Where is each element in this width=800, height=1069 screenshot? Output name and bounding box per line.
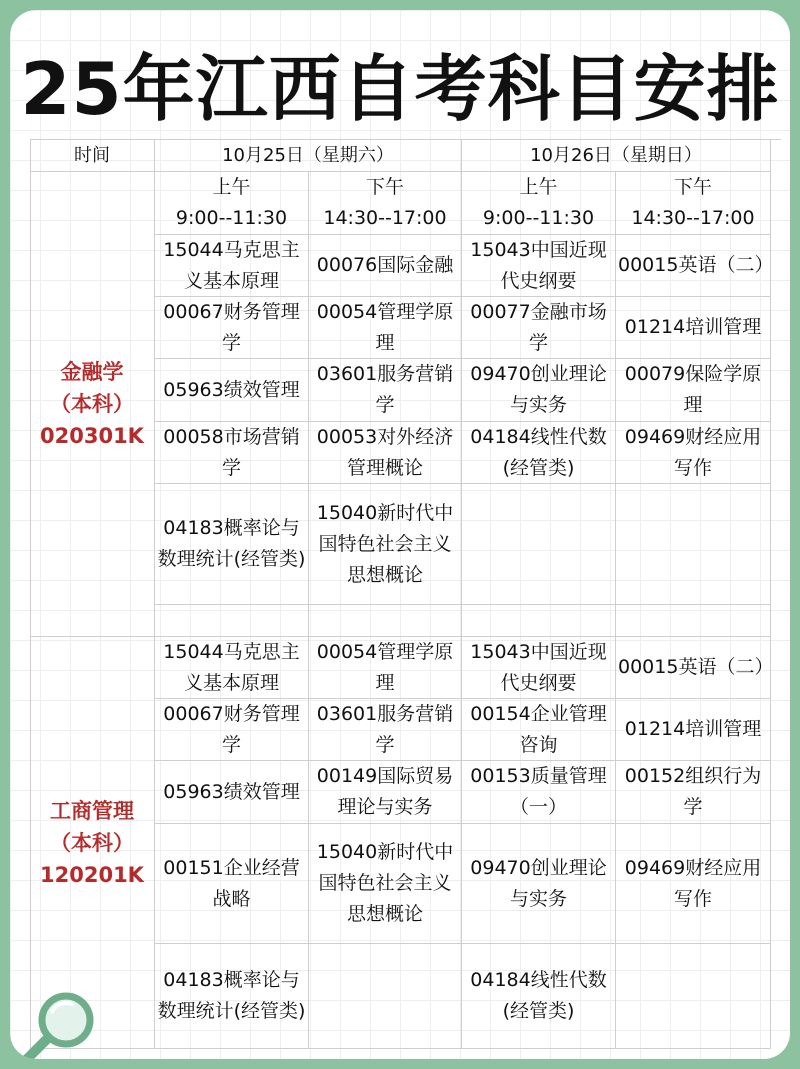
course-cell-text: 00154企业管理咨询	[470, 702, 607, 756]
course-cell	[616, 359, 771, 422]
course-cell-text: 01214培训管理	[624, 316, 762, 338]
course-cell	[155, 637, 309, 699]
magnifier-icon	[14, 988, 104, 1059]
course-cell	[155, 699, 309, 761]
course-cell-text: 00079保险学原理	[624, 363, 762, 416]
course-cell-text: 04184线性代数(经管类)	[470, 969, 607, 1022]
course-cell-text: 04183概率论与数理统计(经管类)	[157, 517, 306, 570]
session-am-time: 9:00--11:30	[482, 207, 595, 229]
course-cell	[616, 944, 771, 1049]
major-level: （本科）	[50, 830, 134, 855]
course-cell-text: 09469财经应用写作	[624, 425, 762, 479]
header-day2	[462, 139, 771, 172]
course-cell	[155, 944, 309, 1049]
course-cell-text: 15040新时代中国特色社会主义思想概论	[316, 501, 454, 586]
session-pm-time: 14:30--17:00	[323, 207, 447, 229]
course-cell-text: 00054管理学原理	[316, 300, 454, 354]
header-time-label-text: 时间	[74, 144, 110, 166]
course-cell	[616, 761, 771, 824]
course-cell	[155, 422, 309, 484]
course-cell-text: 03601服务营销学	[316, 363, 454, 416]
course-cell	[309, 297, 462, 359]
course-cell	[462, 761, 616, 824]
course-cell	[616, 484, 771, 605]
course-cell-text: 00067财务管理学	[163, 300, 300, 354]
major-name: 金融学	[60, 360, 124, 384]
course-cell	[462, 422, 616, 484]
course-cell	[309, 761, 462, 824]
session-pm-time: 14:30--17:00	[631, 207, 755, 229]
session-pm	[616, 172, 771, 235]
course-cell-text: 00076国际金融	[316, 254, 454, 276]
course-cell-text: 04184线性代数(经管类)	[470, 425, 607, 479]
course-cell	[309, 235, 462, 297]
course-cell	[309, 699, 462, 761]
major-level: （本科）	[50, 392, 134, 416]
course-cell	[616, 605, 771, 637]
course-cell	[462, 235, 616, 297]
major-code: 120201K	[40, 862, 144, 887]
major-1	[30, 172, 155, 637]
course-cell-text: 03601服务营销学	[316, 702, 454, 756]
course-cell-text: 09470创业理论与实务	[470, 363, 607, 416]
session-pm-label: 下午	[673, 176, 712, 198]
course-cell	[616, 824, 771, 944]
course-cell-text: 00151企业经营战略	[163, 856, 300, 910]
course-cell	[155, 359, 309, 422]
course-cell	[309, 605, 462, 637]
page-title: 25年江西自考科目安排	[20, 47, 780, 131]
session-am	[155, 172, 309, 235]
course-cell-text: 00153质量管理（一）	[470, 765, 607, 818]
course-cell-text: 04183概率论与数理统计(经管类)	[157, 969, 306, 1022]
course-cell-text: 00077金融市场学	[470, 300, 607, 354]
course-cell-text: 15044马克思主义基本原理	[163, 238, 300, 292]
course-cell	[309, 824, 462, 944]
session-am-time: 9:00--11:30	[175, 207, 288, 229]
course-cell	[309, 944, 462, 1049]
header-day1	[155, 139, 462, 172]
course-cell-text: 05963绩效管理	[163, 780, 300, 803]
course-cell-text: 00015英语（二）	[618, 656, 774, 678]
course-cell-text: 00058市场营销学	[163, 425, 300, 479]
session-am-label: 上午	[212, 176, 251, 198]
header-day2-text: 10月26日（星期日）	[530, 144, 702, 166]
course-cell	[462, 637, 616, 699]
course-cell	[462, 699, 616, 761]
course-cell-text: 00015英语（二）	[618, 254, 774, 276]
course-cell	[462, 824, 616, 944]
course-cell	[462, 605, 616, 637]
course-cell	[616, 235, 774, 297]
course-cell	[462, 359, 616, 422]
session-am	[462, 172, 616, 235]
course-cell	[155, 824, 309, 944]
course-cell	[155, 605, 309, 637]
course-cell	[616, 637, 774, 699]
course-cell-text: 00053对外经济管理概论	[316, 425, 454, 479]
major-code: 020301K	[40, 424, 144, 448]
course-cell-text: 05963绩效管理	[163, 378, 300, 401]
course-cell	[155, 235, 309, 297]
session-pm	[309, 172, 462, 235]
course-cell	[462, 944, 616, 1049]
course-cell-text: 09469财经应用写作	[624, 856, 762, 910]
course-cell-text: 00149国际贸易理论与实务	[316, 765, 454, 818]
course-cell	[155, 484, 309, 605]
course-cell-text: 01214培训管理	[624, 718, 762, 740]
schedule-table	[10, 10, 790, 1059]
course-cell	[155, 297, 309, 359]
course-cell-text: 15043中国近现代史纲要	[470, 640, 607, 694]
course-cell-text: 15043中国近现代史纲要	[470, 238, 607, 292]
course-cell-text: 15040新时代中国特色社会主义思想概论	[316, 841, 454, 925]
course-cell-text: 00152组织行为学	[624, 765, 762, 818]
course-cell	[462, 297, 616, 359]
course-cell	[462, 484, 616, 605]
course-cell	[309, 637, 462, 699]
course-cell-text: 15044马克思主义基本原理	[163, 640, 300, 694]
header-time-label	[30, 139, 155, 172]
course-cell-text: 00054管理学原理	[316, 640, 454, 694]
course-cell	[616, 422, 771, 484]
course-cell	[616, 699, 771, 761]
course-cell	[155, 761, 309, 824]
course-cell-text: 09470创业理论与实务	[470, 856, 607, 910]
major-name: 工商管理	[50, 798, 134, 823]
header-day1-text: 10月25日（星期六）	[222, 144, 394, 166]
course-cell	[309, 359, 462, 422]
course-cell	[616, 297, 771, 359]
course-cell	[309, 422, 462, 484]
session-am-label: 上午	[519, 176, 558, 198]
session-pm-label: 下午	[365, 176, 404, 198]
course-cell	[309, 484, 462, 605]
schedule-card	[10, 10, 790, 1059]
course-cell-text: 00067财务管理学	[163, 702, 300, 756]
